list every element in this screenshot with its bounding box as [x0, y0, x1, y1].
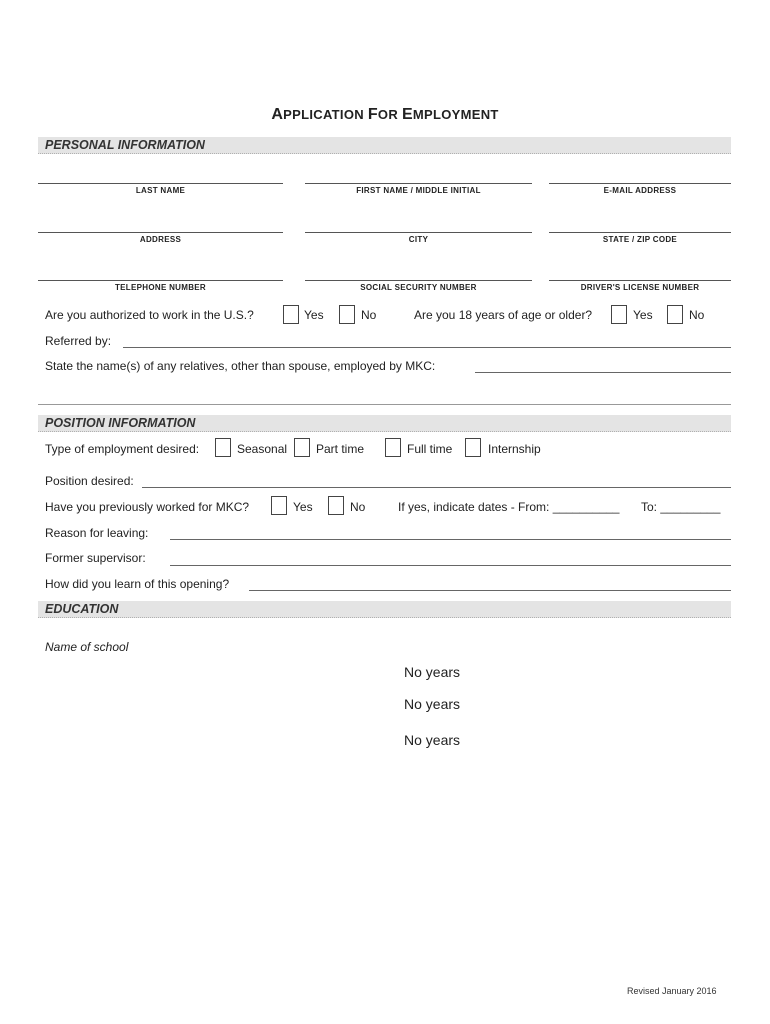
telephone-field[interactable]: [38, 280, 283, 281]
age-yes-label: Yes: [633, 308, 653, 322]
referred-by-field[interactable]: [123, 347, 731, 348]
previously-worked-yes-checkbox[interactable]: [271, 496, 287, 515]
revision-date: Revised January 2016: [627, 986, 717, 996]
address-caption: ADDRESS: [139, 235, 182, 244]
first-name-caption: FIRST NAME / MIDDLE INITIAL: [356, 186, 481, 195]
relatives-question: State the name(s) of any relatives, other than spouse, employed by MKC:: [45, 359, 436, 373]
full-time-label: Full time: [407, 442, 453, 456]
last-name-field[interactable]: [38, 183, 283, 184]
city-field[interactable]: [305, 232, 532, 233]
ssn-field[interactable]: [305, 280, 532, 281]
position-information-header: POSITION INFORMATION: [38, 415, 731, 432]
position-desired-field[interactable]: [142, 487, 731, 488]
city-caption: CITY: [408, 235, 429, 244]
age-no-label: No: [689, 308, 705, 322]
reason-for-leaving-field[interactable]: [170, 539, 731, 540]
age-no-checkbox[interactable]: [667, 305, 683, 324]
full-time-checkbox[interactable]: [385, 438, 401, 457]
part-time-checkbox[interactable]: [294, 438, 310, 457]
previously-worked-yes-label: Yes: [293, 500, 313, 514]
authorized-no-label: No: [361, 308, 377, 322]
age-yes-checkbox[interactable]: [611, 305, 627, 324]
authorized-no-checkbox[interactable]: [339, 305, 355, 324]
referred-by-label: Referred by:: [45, 334, 112, 348]
first-name-field[interactable]: [305, 183, 532, 184]
employment-type-question: Type of employment desired:: [45, 442, 200, 456]
personal-information-header: PERSONAL INFORMATION: [38, 137, 731, 154]
no-years-value: No years: [404, 696, 461, 712]
internship-checkbox[interactable]: [465, 438, 481, 457]
email-field[interactable]: [549, 183, 731, 184]
age-question: Are you 18 years of age or older?: [414, 308, 593, 322]
internship-label: Internship: [488, 442, 541, 456]
dates-from-field[interactable]: If yes, indicate dates - From: __________: [398, 500, 620, 514]
reason-for-leaving-label: Reason for leaving:: [45, 526, 149, 540]
no-years-value: No years: [404, 664, 461, 680]
relatives-extra-field[interactable]: [38, 404, 731, 405]
authorized-question: Are you authorized to work in the U.S.?: [45, 308, 254, 322]
email-caption: E-MAIL ADDRESS: [603, 186, 677, 195]
learn-of-opening-question: How did you learn of this opening?: [45, 577, 230, 591]
seasonal-label: Seasonal: [237, 442, 288, 456]
last-name-caption: LAST NAME: [135, 186, 186, 195]
education-header: EDUCATION: [38, 601, 731, 618]
learn-of-opening-field[interactable]: [249, 590, 731, 591]
form-title: APPLICATION FOR EMPLOYMENT: [271, 106, 499, 123]
telephone-caption: TELEPHONE NUMBER: [114, 283, 207, 292]
part-time-label: Part time: [316, 442, 365, 456]
name-of-school-label: Name of school: [45, 640, 129, 654]
address-field[interactable]: [38, 232, 283, 233]
state-zip-field[interactable]: [549, 232, 731, 233]
authorized-yes-label: Yes: [304, 308, 324, 322]
ssn-caption: SOCIAL SECURITY NUMBER: [360, 283, 477, 292]
former-supervisor-field[interactable]: [170, 565, 731, 566]
license-field[interactable]: [549, 280, 731, 281]
state-zip-caption: STATE / ZIP CODE: [602, 235, 678, 244]
no-years-value: No years: [404, 732, 461, 748]
former-supervisor-label: Former supervisor:: [45, 551, 146, 565]
previously-worked-no-checkbox[interactable]: [328, 496, 344, 515]
license-caption: DRIVER'S LICENSE NUMBER: [580, 283, 700, 292]
previously-worked-question: Have you previously worked for MKC?: [45, 500, 250, 514]
seasonal-checkbox[interactable]: [215, 438, 231, 457]
relatives-field[interactable]: [475, 372, 731, 373]
dates-to-field[interactable]: To: _________: [641, 500, 721, 514]
authorized-yes-checkbox[interactable]: [283, 305, 299, 324]
position-desired-label: Position desired:: [45, 474, 134, 488]
previously-worked-no-label: No: [350, 500, 366, 514]
